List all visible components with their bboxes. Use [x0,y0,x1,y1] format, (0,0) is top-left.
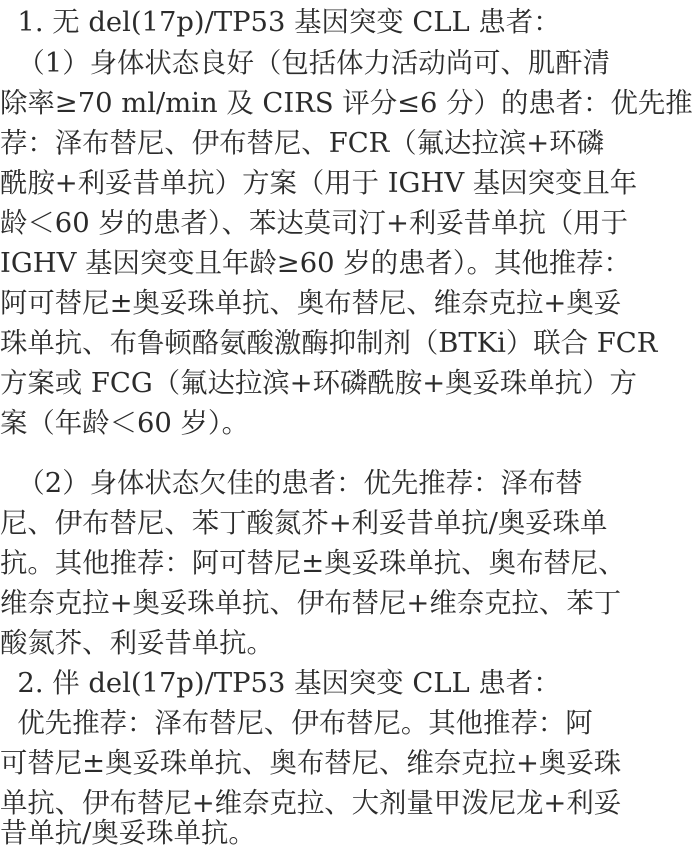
paragraph-del17p-line: 可替尼±奥妥珠单抗、奥布替尼、维奈克拉+奥妥珠 [0,748,622,779]
paragraph-good-status-line: IGHV 基因突变且年龄≥60 岁的患者）。其他推荐： [0,248,631,279]
paragraph-del17p-line: 优先推荐：泽布替尼、伊布替尼。其他推荐：阿 [0,708,593,739]
paragraph-good-status-line: （1）身体状态良好（包括体力活动尚可、肌酐清 [0,48,611,79]
paragraph-poor-status-line: 抗。其他推荐：阿可替尼±奥妥珠单抗、奥布替尼、 [0,548,626,579]
paragraph-del17p-line: 昔单抗/奥妥珠单抗。 [0,818,256,849]
paragraph-good-status-line: 除率≥70 ml/min 及 CIRS 评分≤6 分）的患者：优先推 [0,88,693,119]
paragraph-good-status-line: 阿可替尼±奥妥珠单抗、奥布替尼、维奈克拉+奥妥 [0,288,622,319]
paragraph-good-status-line: 方案或 FCG（氟达拉滨+环磷酰胺+奥妥珠单抗）方 [0,368,637,399]
paragraph-good-status-line: 案（年龄＜60 岁）。 [0,408,249,439]
paragraph-poor-status-line: 酸氮芥、利妥昔单抗。 [0,628,274,659]
paragraph-good-status-line: 龄＜60 岁的患者）、苯达莫司汀+利妥昔单抗（用于 [0,208,629,239]
heading-with-del17p-tp53: 2. 伴 del(17p)/TP53 基因突变 CLL 患者： [0,668,561,699]
paragraph-good-status-line: 荐：泽布替尼、伊布替尼、FCR（氟达拉滨+环磷 [0,128,604,159]
paragraph-poor-status-line: 维奈克拉+奥妥珠单抗、伊布替尼+维奈克拉、苯丁 [0,588,622,619]
paragraph-poor-status-line: 尼、伊布替尼、苯丁酸氮芥+利妥昔单抗/奥妥珠单 [0,508,608,539]
paragraph-good-status-line: 珠单抗、布鲁顿酪氨酸激酶抑制剂（BTKi）联合 FCR [0,328,658,359]
paragraph-del17p-line: 单抗、伊布替尼+维奈克拉、大剂量甲泼尼龙+利妥 [0,788,622,819]
paragraph-poor-status-line: （2）身体状态欠佳的患者：优先推荐：泽布替 [0,468,583,499]
paragraph-good-status-line: 酰胺+利妥昔单抗）方案（用于 IGHV 基因突变且年 [0,168,638,199]
heading-no-del17p-tp53: 1. 无 del(17p)/TP53 基因突变 CLL 患者： [0,7,561,38]
